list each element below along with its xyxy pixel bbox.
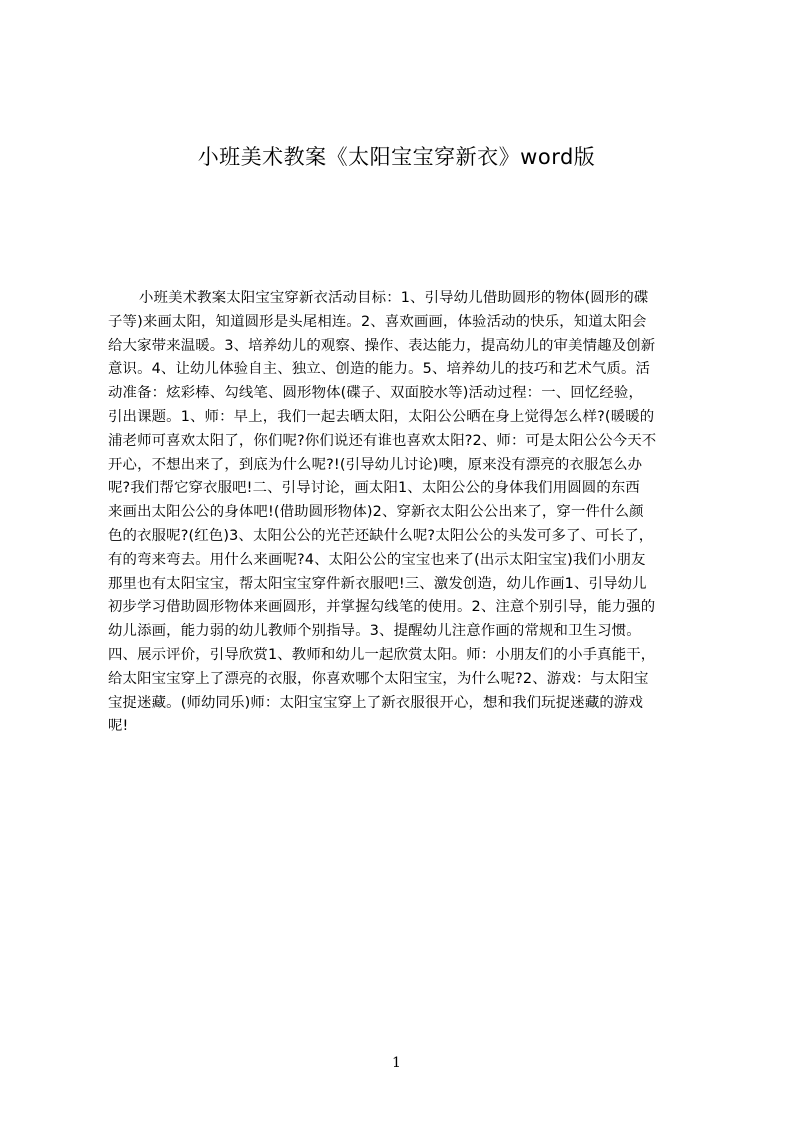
body-line: 四、展示评价，引导欣赏1、教师和幼儿一起欣赏太阳。师：小朋友们的小手真能干，	[108, 646, 656, 663]
body-line: 开心，不想出来了，到底为什么呢?!(引导幼儿讨论)噢，原来没有漂亮的衣服怎么办	[108, 456, 643, 473]
body-line: 呢!	[108, 718, 129, 735]
body-line: 幼儿添画，能力弱的幼儿教师个别指导。3、提醒幼儿注意作画的常规和卫生习惯。	[108, 623, 641, 640]
body-line: 意识。4、让幼儿体验自主、独立、创造的能力。5、培养幼儿的技巧和艺术气质。活	[108, 361, 651, 378]
page-number: 1	[392, 1055, 401, 1071]
body-line: 引出课题。1、师：早上，我们一起去晒太阳，太阳公公晒在身上觉得怎么样?(暖暖的	[108, 408, 655, 425]
body-line: 色的衣服呢?(红色)3、太阳公公的光芒还缺什么呢?太阳公公的头发可多了、可长了，	[108, 527, 654, 544]
body-line: 宝捉迷藏。(师幼同乐)师：太阳宝宝穿上了新衣服很开心，想和我们玩捉迷藏的游戏	[108, 694, 643, 711]
body-line: 那里也有太阳宝宝，帮太阳宝宝穿件新衣服吧!三、激发创造，幼儿作画1、引导幼儿	[108, 575, 647, 592]
body-line: 初步学习借助圆形物体来画圆形，并掌握勾线笔的使用。2、注意个别引导，能力强的	[108, 599, 656, 616]
document-body	[108, 287, 698, 739]
body-line: 动准备：炫彩棒、勾线笔、圆形物体(碟子、双面胶水等)活动过程：一、回忆经验，	[108, 385, 643, 402]
body-line: 给太阳宝宝穿上了漂亮的衣服，你喜欢哪个太阳宝宝，为什么呢?2、游戏：与太阳宝	[108, 670, 649, 687]
body-line: 有的弯来弯去。用什么来画呢?4、太阳公公的宝宝也来了(出示太阳宝宝)我们小朋友	[108, 551, 646, 568]
body-line: 小班美术教案太阳宝宝穿新衣活动目标：1、引导幼儿借助圆形的物体(圆形的碟	[139, 290, 649, 306]
body-line: 子等)来画太阳，知道圆形是头尾相连。2、喜欢画画，体验活动的快乐，知道太阳会	[108, 313, 647, 330]
document-title: 小班美术教案《太阳宝宝穿新衣》word版	[197, 145, 596, 169]
body-line: 来画出太阳公公的身体吧!(借助圆形物体)2、穿新衣太阳公公出来了，穿一件什么颜	[108, 504, 644, 521]
body-line: 给大家带来温暖。3、培养幼儿的观察、操作、表达能力，提高幼儿的审美情趣及创新	[108, 337, 656, 354]
body-line: 呢?我们帮它穿衣服吧!二、引导讨论，画太阳1、太阳公公的身体我们用圆圆的东西	[108, 480, 640, 497]
body-line: 浦老师可喜欢太阳了，你们呢?你们说还有谁也喜欢太阳?2、师：可是太阳公公今天不	[108, 432, 657, 449]
